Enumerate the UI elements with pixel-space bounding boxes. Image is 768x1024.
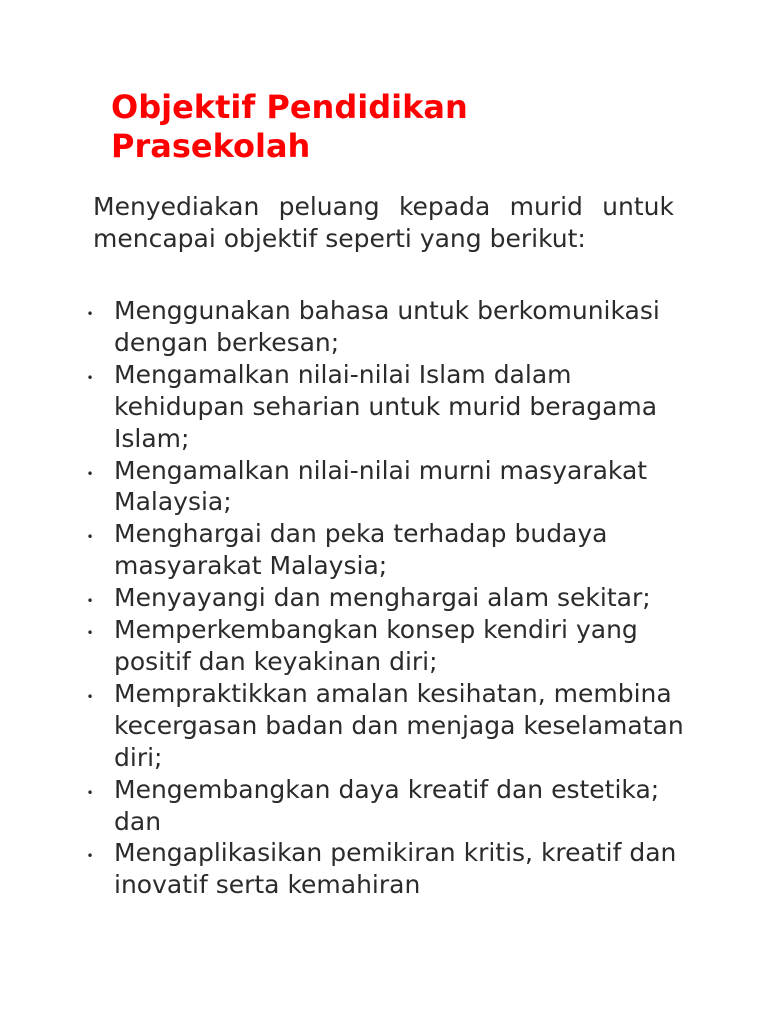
list-item: [84, 518, 684, 582]
objectives-list: [84, 295, 684, 901]
list-item-text: Menghargai dan peka terhadap budaya masyarakat Malaysia;: [114, 519, 608, 581]
list-item-text: Mempraktikkan amalan kesihatan, membina kecergasan badan dan menjaga keselamatan diri;: [114, 678, 684, 772]
list-item: [84, 295, 684, 359]
list-item-text: Mengamalkan nilai-nilai murni masyarakat Malaysia;: [114, 455, 648, 517]
page-title: Objektif Pendidikan Prasekolah: [111, 88, 468, 165]
list-item-text: Mengamalkan nilai-nilai Islam dalam kehidupan seharian untuk murid beragama Islam;: [114, 359, 658, 453]
bullet-icon: •: [86, 530, 94, 545]
bullet-icon: •: [86, 626, 94, 641]
list-item-text: Mengaplikasikan pemikiran kritis, kreatif dan inovatif serta kemahiran: [114, 838, 677, 900]
bullet-icon: •: [86, 307, 94, 321]
bullet-icon: •: [86, 594, 94, 609]
list-item-text: Menyayangi dan menghargai alam sekitar;: [114, 583, 651, 613]
list-item: [84, 614, 684, 678]
list-item: [84, 837, 684, 901]
list-item: [84, 359, 684, 455]
list-item-text: Menggunakan bahasa untuk berkomunikasi dengan berkesan;: [114, 296, 660, 357]
bullet-icon: •: [86, 689, 94, 704]
bullet-icon: •: [86, 849, 94, 864]
list-item: [84, 774, 684, 838]
list-item: [84, 582, 684, 614]
intro-paragraph: Menyediakan peluang kepada murid untuk mencapai objektif seperti yang berikut:: [93, 192, 674, 253]
list-item: [84, 455, 684, 519]
list-item-text: Mengembangkan daya kreatif dan estetika; dan: [114, 774, 660, 836]
list-item: [84, 678, 684, 774]
bullet-icon: •: [86, 466, 94, 481]
list-item-text: Memperkembangkan konsep kendiri yang positif dan keyakinan diri;: [114, 615, 638, 676]
bullet-icon: •: [86, 370, 94, 385]
bullet-icon: •: [86, 785, 94, 800]
